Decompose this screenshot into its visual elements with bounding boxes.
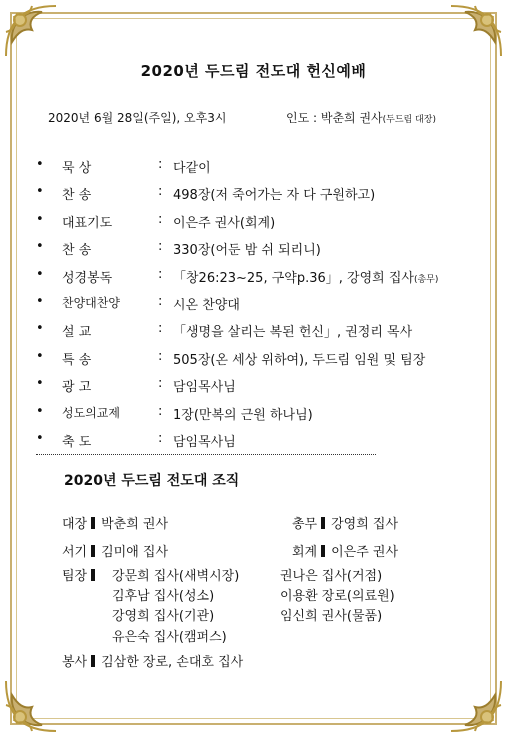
item-value-text: 시온 찬양대 <box>173 297 240 313</box>
item-value-text: 498장(저 죽어가는 자 다 구원하고) <box>173 188 376 204</box>
corner-ornament-icon <box>447 677 505 735</box>
member-name: 김삼한 장로, 손대호 집사 <box>101 655 244 670</box>
item-colon: : <box>158 348 163 364</box>
bullet-icon: • <box>36 321 44 337</box>
bullet-icon: • <box>36 266 44 282</box>
item-label: 성도의교제 <box>62 405 120 420</box>
item-label: 광 고 <box>62 380 92 396</box>
item-value-text: 330장(어둔 밤 쉬 되리니) <box>173 243 321 259</box>
bullet-icon: • <box>36 239 44 255</box>
bullet-icon: • <box>36 430 44 446</box>
list-item <box>30 292 490 319</box>
item-value-text: 이은주 권사(회계) <box>173 215 276 231</box>
role-label: 총무 <box>292 517 318 532</box>
item-value <box>173 404 313 423</box>
item-value <box>173 294 240 313</box>
page-title: 2020년 두드림 전도대 헌신예배 <box>140 62 367 80</box>
list-item <box>30 155 490 182</box>
team-member: 유은숙 집사(캠퍼스) <box>112 630 227 645</box>
item-value-text: 담임목사님 <box>173 434 236 450</box>
item-value <box>173 239 321 258</box>
item-colon: : <box>158 211 163 227</box>
item-value-text: 「창26:23~25, 구약p.36」, 강영희 집사 <box>173 270 414 286</box>
item-label: 설 교 <box>62 325 92 341</box>
item-value-text: 「생명을 살리는 복된 헌신」, 권정리 목사 <box>173 325 413 341</box>
bullet-icon: • <box>36 293 44 309</box>
bar-marker-icon <box>321 517 325 529</box>
item-value-text: 1장(만복의 근원 하나님) <box>173 407 313 423</box>
item-value-text: 다같이 <box>173 161 211 176</box>
secretary-general-entry <box>292 513 398 532</box>
item-value <box>173 321 412 340</box>
member-name: 이은주 권사 <box>331 545 399 560</box>
team-member: 이용환 장로(의료원) <box>280 589 395 604</box>
team-member: 강문희 집사(새벽시장) <box>112 569 240 584</box>
bar-marker-icon <box>91 517 95 529</box>
item-value-text: 505장(온 세상 위하여), 두드림 임원 및 팀장 <box>173 352 426 368</box>
list-item <box>30 429 490 456</box>
corner-ornament-icon <box>2 677 60 735</box>
member-name: 강영희 집사 <box>331 517 399 532</box>
item-value <box>173 212 275 231</box>
service-leader <box>286 109 436 126</box>
list-item <box>30 265 490 292</box>
item-label: 성경봉독 <box>62 270 113 286</box>
clerk-entry <box>62 541 168 560</box>
team-member: 권나은 집사(거점) <box>280 569 383 584</box>
team-member: 김후남 집사(성소) <box>112 589 215 604</box>
item-value <box>173 431 236 450</box>
bar-marker-icon <box>91 569 95 581</box>
item-value <box>173 376 236 395</box>
role-label: 팀장 <box>62 569 88 584</box>
role-label: 서기 <box>62 545 88 560</box>
item-value-text: 담임목사님 <box>173 380 236 396</box>
item-value <box>173 349 425 368</box>
list-item <box>30 402 490 429</box>
role-label: 봉사 <box>62 655 88 670</box>
corner-ornament-icon <box>2 2 60 60</box>
section-divider <box>36 454 376 455</box>
service-leader-note: (두드림 대장) <box>382 115 436 125</box>
bar-marker-icon <box>91 655 95 667</box>
role-label: 대장 <box>62 517 88 532</box>
team-member: 임신희 권사(물품) <box>280 609 383 624</box>
list-item <box>30 210 490 237</box>
bar-marker-icon <box>91 545 95 557</box>
item-label: 묵 상 <box>62 161 92 176</box>
team-member: 강영희 집사(기관) <box>112 609 215 624</box>
item-colon: : <box>158 184 163 200</box>
service-date: 2020년 6월 28일(주일), 오후3시 <box>48 111 227 125</box>
list-item <box>30 237 490 264</box>
member-name: 김미애 집사 <box>101 545 169 560</box>
role-label: 회계 <box>292 545 318 560</box>
item-colon: : <box>158 239 163 255</box>
item-label: 찬 송 <box>62 188 92 204</box>
item-label: 특 송 <box>62 352 92 368</box>
item-colon: : <box>158 321 163 337</box>
item-colon: : <box>158 403 163 419</box>
item-label: 축 도 <box>62 434 92 450</box>
list-item <box>30 374 490 401</box>
item-value <box>173 267 438 286</box>
item-colon: : <box>158 430 163 446</box>
organization-title: 2020년 두드림 전도대 조직 <box>64 473 240 489</box>
leader-entry <box>62 513 168 532</box>
list-item <box>30 182 490 209</box>
item-colon: : <box>158 293 163 309</box>
item-value-note: (총무) <box>413 274 439 285</box>
team-role-entry <box>62 565 101 584</box>
treasurer-entry <box>292 541 398 560</box>
item-label: 대표기도 <box>62 215 113 231</box>
bullet-icon: • <box>36 184 44 200</box>
bullet-icon: • <box>36 376 44 392</box>
service-leader-label: 인도 : 박춘희 권사 <box>286 111 383 125</box>
bullet-icon: • <box>36 348 44 364</box>
item-label: 찬 송 <box>62 243 92 259</box>
item-value <box>173 184 375 203</box>
list-item <box>30 347 490 374</box>
list-item <box>30 319 490 346</box>
member-name: 박춘희 권사 <box>101 517 169 532</box>
bullet-icon: • <box>36 211 44 227</box>
advisor-entry <box>62 651 243 670</box>
item-colon: : <box>158 157 163 172</box>
item-colon: : <box>158 376 163 392</box>
item-colon: : <box>158 266 163 282</box>
corner-ornament-icon <box>447 2 505 60</box>
bullet-icon: • <box>36 157 44 172</box>
order-of-service-list <box>30 155 490 456</box>
item-value <box>173 157 211 176</box>
bar-marker-icon <box>321 545 325 557</box>
item-label: 찬양대찬양 <box>62 295 120 310</box>
bullet-icon: • <box>36 403 44 419</box>
